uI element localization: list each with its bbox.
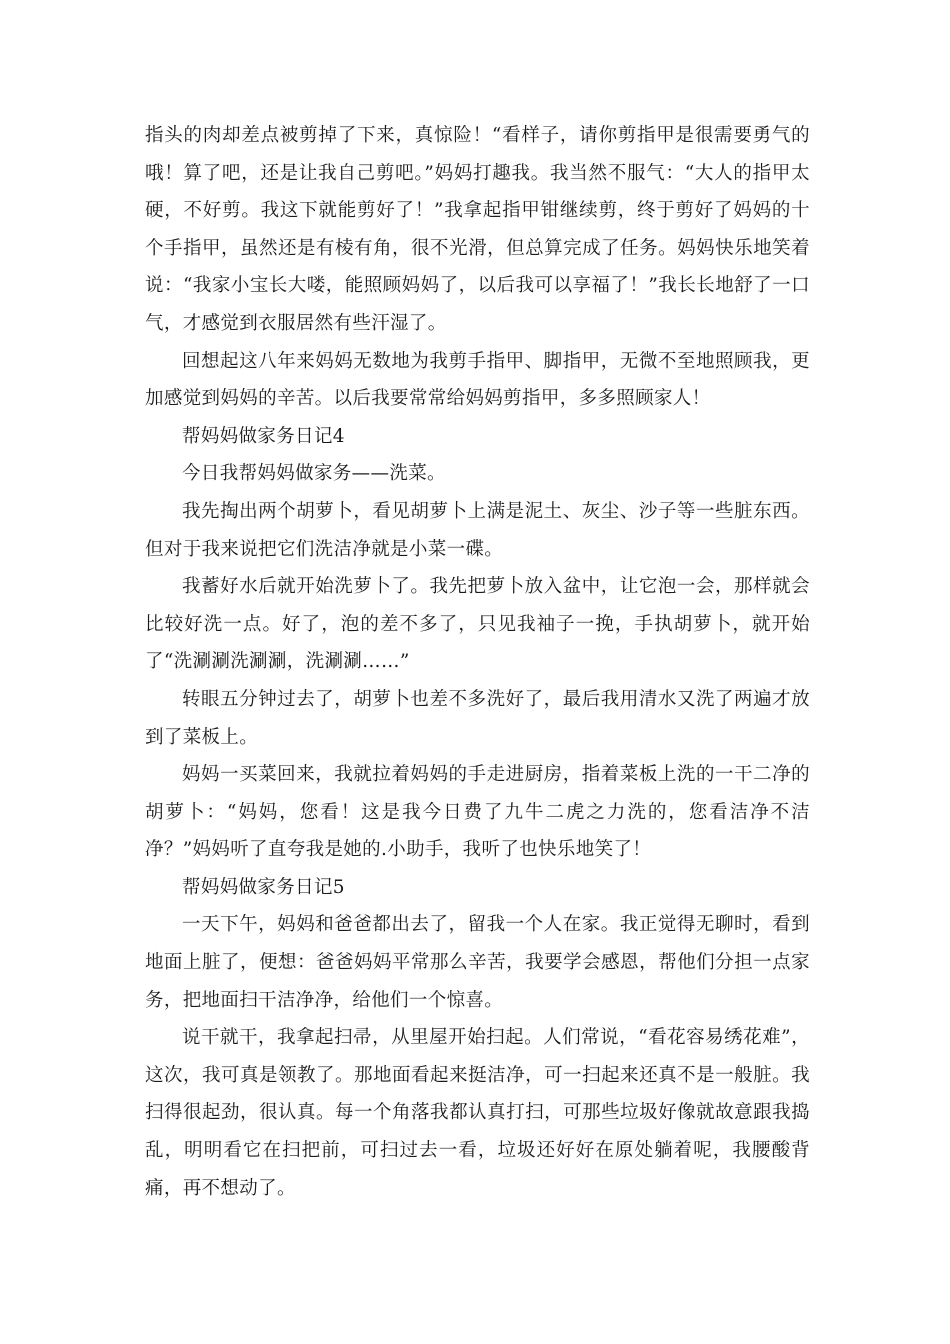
section-heading-4: 帮妈妈做家务日记4 [182,425,345,447]
paragraph-7: 妈妈一买菜回来，我就拉着妈妈的手走进厨房，指着菜板上洗的一干二净的胡萝卜：“妈妈，您看！这是我今日费了九牛二虎之力洗的，您看洁净不洁净？”妈妈听了直夸我是她的.小助手，我听了也快乐地笑了！ [145,764,810,861]
paragraph-2: 回想起这八年来妈妈无数地为我剪手指甲、脚指甲，无微不至地照顾我，更加感觉到妈妈的辛苦。以后我要常常给妈妈剪指甲，多多照顾家人！ [145,350,810,410]
paragraph-9: 说干就干，我拿起扫帚，从里屋开始扫起。人们常说，“看花容易绣花难”，这次，我可真是领教了。那地面看起来挺洁净，可一扫起来还真不是一般脏。我扫得很起劲，很认真。每一个角落我都认真打扫，可那些垃圾好像就故意跟我捣乱，明明看它在扫把前，可扫过去一看，垃圾还好好在原处躺着呢，我腰酸背痛，再不想动了。 [145,1027,810,1199]
section-heading-5: 帮妈妈做家务日记5 [182,876,345,898]
paragraph-1: 指头的肉却差点被剪掉了下来，真惊险！“看样子，请你剪指甲是很需要勇气的哦！算了吧，还是让我自己剪吧。”妈妈打趣我。我当然不服气：“大人的指甲太硬，不好剪。我这下就能剪好了！”我拿起指甲钳继续剪，终于剪好了妈妈的十个手指甲，虽然还是有棱有角，很不光滑，但总算完成了任务。妈妈快乐地笑着说：“我家小宝长大喽，能照顾妈妈了，以后我可以享福了！”我长长地舒了一口气，才感觉到衣服居然有些汗湿了。 [145,125,810,334]
paragraph-5: 我蓄好水后就开始洗萝卜了。我先把萝卜放入盆中，让它泡一会，那样就会比较好洗一点。好了，泡的差不多了，只见我袖子一挽，手执胡萝卜，就开始了“洗涮涮洗涮涮，洗涮涮……” [145,576,810,673]
paragraph-6: 转眼五分钟过去了，胡萝卜也差不多洗好了，最后我用清水又洗了两遍才放到了菜板上。 [145,688,810,748]
paragraph-8: 一天下午，妈妈和爸爸都出去了，留我一个人在家。我正觉得无聊时，看到地面上脏了，便想：爸爸妈妈平常那么辛苦，我要学会感恩，帮他们分担一点家务，把地面扫干洁净净，给他们一个惊喜。 [145,914,810,1011]
document-body [145,117,810,1207]
paragraph-4: 我先掏出两个胡萝卜，看见胡萝卜上满是泥土、灰尘、沙子等一些脏东西。但对于我来说把它们洗洁净就是小菜一碟。 [145,500,810,560]
paragraph-3: 今日我帮妈妈做家务——洗菜。 [182,463,446,485]
